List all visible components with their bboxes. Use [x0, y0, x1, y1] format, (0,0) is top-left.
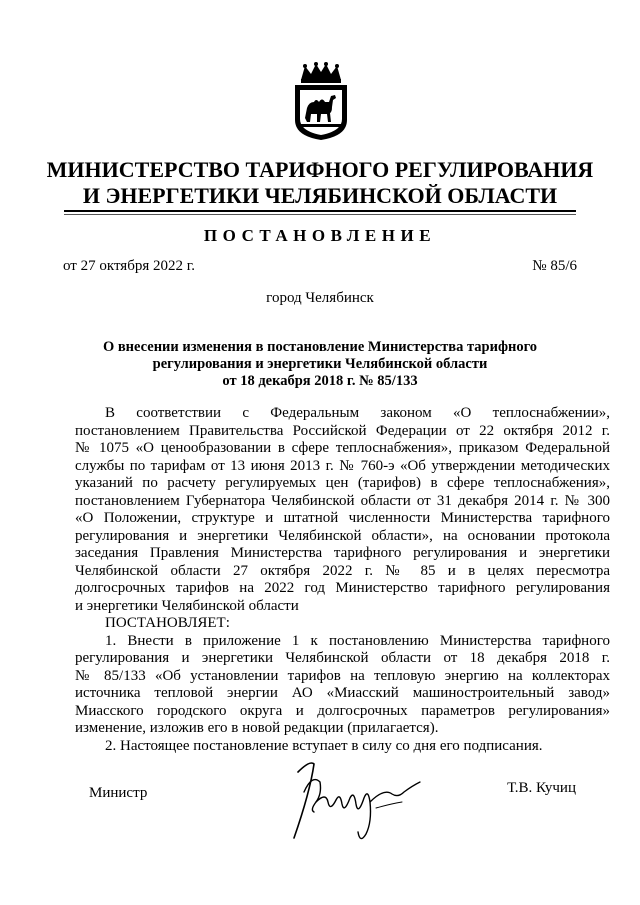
body-line: заседания Правления Министерства тарифного регулирования и энергетики — [75, 545, 610, 561]
body-line: долгосрочных тарифов на 2022 год Министерство тарифного регулирования — [75, 580, 610, 596]
resolution-keyword: ПОСТАНОВЛЯЕТ: — [105, 615, 230, 631]
document-type: ПОСТАНОВЛЕНИЕ — [203, 226, 437, 245]
body-line: регулирования и энергетики Челябинской области», на основании протокола — [75, 527, 610, 544]
header-divider — [64, 210, 576, 212]
body-line: и энергетики Челябинской области — [75, 597, 299, 614]
body-line: В соответствии с Федеральным законом «О теплоснабжении», — [105, 405, 610, 421]
body-line: изменение, изложив его в новой редакции (прилагается). — [75, 720, 439, 736]
body-line: № 85/133 «Об установлении тарифов на тепловую энергию на коллекторах — [75, 667, 610, 684]
org-name-line2: И ЭНЕРГЕТИКИ ЧЕЛЯБИНСКОЙ ОБЛАСТИ — [82, 183, 558, 208]
body-line: постановлением Правительства Российской Федерации от 22 октября 2012 г. — [75, 422, 610, 439]
body-line: службы по тарифам от 13 июня 2013 г. № 760-э «Об утверждении методических — [75, 457, 610, 474]
body-line: Миасского городского округа и долгосрочных параметров регулирования» — [75, 702, 610, 719]
body-line: № 1075 «О ценообразовании в сфере теплоснабжения», приказом Федеральной — [75, 440, 610, 456]
body-line: указаний по расчету регулируемых цен (тарифов) в сфере теплоснабжения», — [75, 475, 610, 491]
header-divider-thin — [64, 214, 576, 215]
org-name-line1: МИНИСТЕРСТВО ТАРИФНОГО РЕГУЛИРОВАНИЯ — [46, 157, 594, 182]
body-line: источника тепловой энергии АО «Миасский машиностроительный завод» — [75, 685, 610, 701]
document-body — [75, 405, 610, 755]
body-line: «О Положении, структуре и штатной численности Министерства тарифного — [75, 510, 610, 526]
signer-name: Т.В. Кучиц — [507, 780, 576, 796]
body-line: 2. Настоящее постановление вступает в силу со дня его подписания. — [105, 737, 543, 754]
body-line: регулирования и энергетики Челябинской области от 18 декабря 2018 г. — [75, 650, 610, 666]
coat-of-arms-icon — [291, 60, 351, 142]
body-line: 1. Внести в приложение 1 к постановлению Министерства тарифного — [105, 632, 610, 649]
handwritten-signature — [280, 752, 430, 847]
title-line: от 18 декабря 2018 г. № 85/133 — [222, 373, 418, 389]
title-line: О внесении изменения в постановление Министерства тарифного — [102, 339, 538, 355]
document-city: город Челябинск — [266, 290, 374, 306]
body-line: Челябинской области 27 октября 2022 г. № 85 и в целях пересмотра — [75, 562, 610, 579]
document-number: № 85/6 — [532, 258, 577, 274]
body-line: постановлением Губернатора Челябинской области от 31 декабря 2014 г. № 300 — [75, 492, 610, 509]
signer-position: Министр — [89, 785, 148, 801]
document-date: от 27 октября 2022 г. — [63, 258, 195, 274]
title-line: регулирования и энергетики Челябинской области — [152, 356, 488, 372]
document-title — [100, 339, 540, 390]
